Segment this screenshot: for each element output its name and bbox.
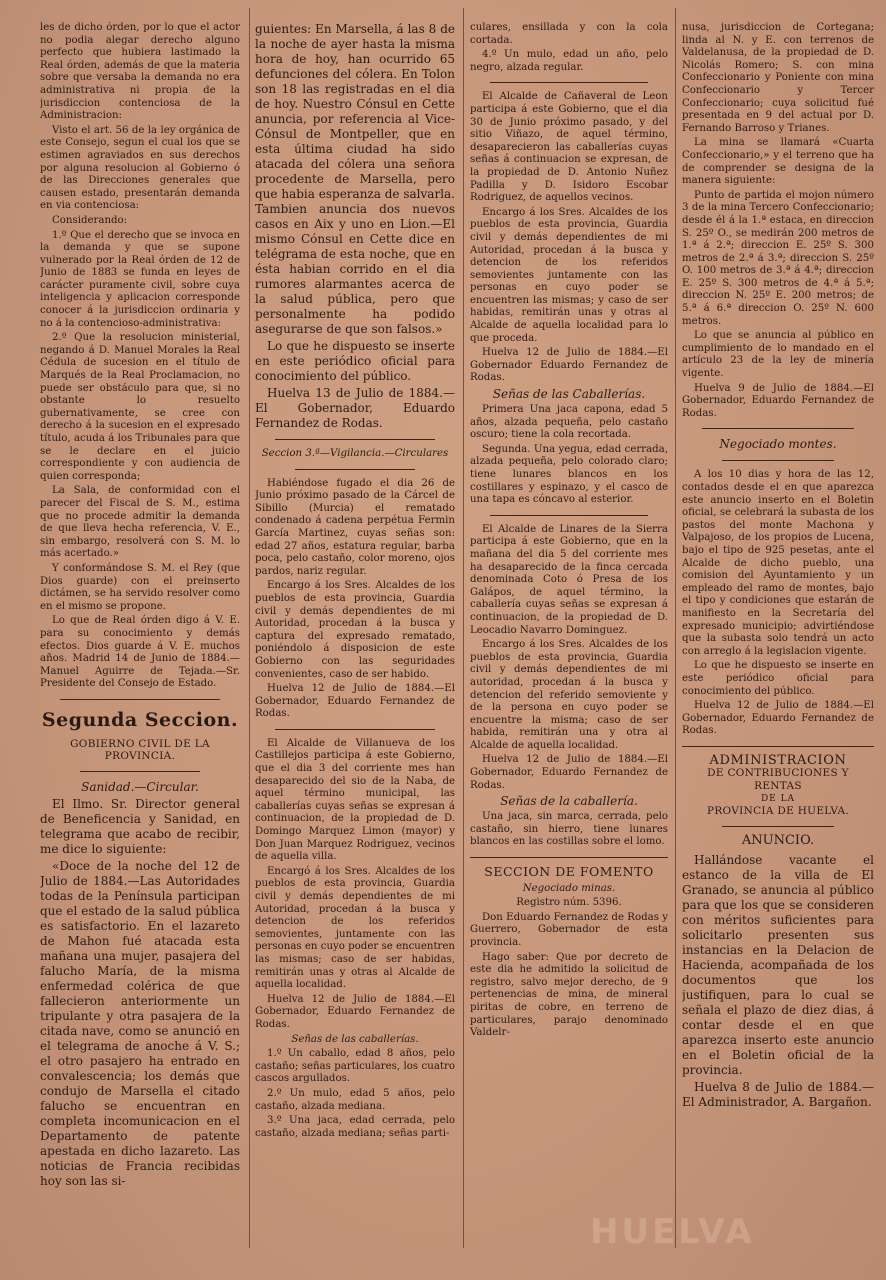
paragraph: Una jaca, sin marca, cerrada, pelo castaño, sin hierro, tiene lunares blancos en las costillas sobre el lomo. bbox=[470, 811, 668, 848]
subheading: Señas de las Caballerías. bbox=[492, 387, 646, 402]
paragraph: 2.º Que la resolucion ministerial, negando á D. Manuel Morales la Real Cédula de sucesion en el título de Marqués de la Real Proclamacion, no puede ser obstáculo para que, si no obstante lo resuelto gubernativamente, se cree con derecho á la sucesion en el expresado título, acuda á los Tribunales para que se le declare en el juicio correspondiente y con audiencia de quien corresponda; bbox=[40, 332, 240, 482]
column-1 bbox=[40, 22, 240, 1262]
divider bbox=[60, 699, 220, 700]
signature: Huelva 12 de Julio de 1884.—El Gobernador, Eduardo Fernandez de Rodas. bbox=[255, 993, 455, 1030]
paragraph: El Alcalde de Cañaveral de Leon participa á este Gobierno, que el dia 30 de Junio próximo pasado, y del sitio Viñazo, de aquel término, desaparecieron las caballerías cuyas señas á continuacion se expresan, de la propiedad de D. Antonio Nuñez Padilla y D. Isidoro Escobar Rodriguez, de aquellos vecinos. bbox=[470, 91, 668, 204]
paragraph: Hago saber: Que por decreto de este dia he admitido la solicitud de registro, salvo mejor derecho, de 9 pertenencias de mina, de mineral piritas de cobre, en terreno de particulares, parajo denominado Valdelr- bbox=[470, 951, 668, 1039]
divider bbox=[275, 439, 435, 440]
divider bbox=[275, 729, 435, 730]
paragraph: A los 10 dias y hora de las 12, contados desde el en que aparezca este anuncio inserto en el Boletin oficial, se celebrará la subasta de los pastos del monte Machona y Valpajoso, de los propios de Lucena, bajo el tipo de 925 pesetas, ante el Alcalde de dicho pueblo, una comision del Ayuntamiento y un empleado del ramo de montes, bajo el tipo y condiciones que estarán de manifiesto en la Secretaría del expresado municipio; advirtiéndose que la subasta solo tendrá un acto con arreglo á la legislacion vigente. bbox=[682, 469, 874, 657]
paragraph: Encargo á los Sres. Alcaldes de los pueblos de esta provincia, Guardia civil y demás dependientes de mi Autoridad, procedan á la busca y captura del expresado rematado, poniéndolo á disposicion de este Gobierno con las seguridades convenientes, caso de ser habido. bbox=[255, 580, 455, 680]
paragraph: Primera Una jaca capona, edad 5 años, alzada pequeña, pelo castaño oscuro; tiene la cola recortada. bbox=[470, 404, 668, 441]
paragraph: culares, ensillada y con la cola cortada. bbox=[470, 22, 668, 46]
paragraph: Visto el art. 56 de la ley orgánica de este Consejo, segun el cual los que se estimen agraviados en sus derechos por alguna resolucion al Gobierno ó de las Direcciones generales que causen estado, presentarán demanda en via contenciosa: bbox=[40, 124, 240, 212]
divider bbox=[490, 515, 648, 516]
divider bbox=[702, 428, 854, 429]
paragraph: 2.º Un mulo, edad 5 años, pelo castaño, alzada mediana. bbox=[255, 1087, 455, 1112]
paragraph: El Ilmo. Sr. Director general de Beneficencia y Sanidad, en telegrama que acabo de recibir, me dice lo siguiente: bbox=[40, 797, 240, 857]
paragraph: Y conformándose S. M. el Rey (que Dios guarde) con el preinserto dictámen, se ha servido resolver como en el mismo se propone. bbox=[40, 562, 240, 612]
divider bbox=[722, 826, 834, 827]
section-heading: DE LA bbox=[760, 793, 796, 804]
subheading: Señas de las caballerías. bbox=[291, 1033, 419, 1045]
paragraph: 3.º Una jaca, edad cerrada, pelo castaño, alzada mediana; señas parti- bbox=[255, 1115, 455, 1139]
paragraph: Encargo á los Sres. Alcaldes de los pueblos de esta provincia, Guardia civil y demás dependientes de mi autoridad, procedan á la busca y detencion del referido semoviente y de la persona en cuyo poder se encuentre la misma; caso de ser habida, remitirán una y otra al Alcalde de aquella localidad. bbox=[470, 639, 668, 751]
section-title: Segunda Seccion. bbox=[41, 708, 239, 731]
column-3 bbox=[470, 22, 668, 1262]
section-heading: PROVINCIA DE HUELVA. bbox=[706, 805, 850, 818]
paragraph: «Doce de la noche del 12 de Julio de 1884.—Las Autoridades todas de la Península participan que el estado de la salud pública es satisfactorio. En el lazareto de Mahon fué atacada esta mañana una mujer, pasajera del falucho María, de la misma enfermedad colérica de que fallecieron anteriormente un tripulante y otra pasajera de la citada nave, como se anunció en el telegrama de anoche á V. S.; el otro pasajero ha entrado en convalescencia; los demás que condujo de Marsella el citado falucho se encuentran en completa incomunicacion en el Departamento de patente apestada en dicho lazareto. Las noticias de Francia recibidas hoy son las si- bbox=[40, 859, 240, 1189]
signature: Huelva 12 de Julio de 1884.—El Gobernador, Eduardo Fernandez de Rodas. bbox=[255, 683, 455, 720]
paragraph: Encargo á los Sres. Alcaldes de los pueblos de esta provincia, Guardia civil y demás dependientes de mi Autoridad, procedan á la busca y detencion de los referidos semovientes juntamente con las personas en cuyo poder se encuentren las mismas; y caso de ser habidas, remitirán unas y otras al Alcalde de aquella localidad para lo que proceda. bbox=[470, 206, 668, 344]
paragraph: Habiéndose fugado el dia 26 de Junio próximo pasado de la Cárcel de Sibillo (Murcia) el rematado condenado á cadena perpétua Fermin García Martinez, cuyas señas son: edad 27 años, estatura regular, barba poca, pelo castaño, color moreno, ojos pardos, nariz regular. bbox=[255, 477, 455, 577]
paragraph: La mina se llamará «Cuarta Confeccionario,» y el terreno que ha de comprender se designa de la manera siguiente: bbox=[682, 137, 874, 187]
paragraph: Hallándose vacante el estanco de la villa de El Granado, se anuncia al público para que los que se consideren con méritos suficientes para solicitarlo presenten sus instancias en la Delacion de Hacienda, acompañada de los documentos que los justifiquen, para lo cual se señala el plazo de diez dias, á contar desde el en que aparezca inserto este anuncio en el Boletin oficial de la provincia. bbox=[682, 853, 874, 1078]
divider bbox=[80, 771, 200, 772]
paragraph: les de dicho órden, por lo que el actor no podia alegar derecho alguno perfecto que hubiera lastimado la Real órden, además de que la materia sobre que versaba la demanda no era administrativa ni propia de la jurisdiccion contenciosa de la Administracion: bbox=[40, 22, 240, 122]
signature: Huelva 12 de Julio de 1884.—El Gobernador, Eduardo Fernandez de Rodas. bbox=[682, 700, 874, 737]
paragraph: La Sala, de conformidad con el parecer del Fiscal de S. M., estima que no procede admitir la demanda de que lleva hecha referencia, V. E., sin embargo, resolverá con S. M. lo más acertado.» bbox=[40, 485, 240, 560]
watermark-text: HUELVA bbox=[590, 1212, 755, 1252]
registry-number: Registro núm. 5396. bbox=[516, 897, 622, 909]
paragraph: El Alcalde de Villanueva de los Castillejos participa á este Gobierno, que el dia 3 del corriente mes han desaparecido del sio de la Naba, de aquel término municipal, las caballerías cuyas señas se expresan á continuacion, de la propiedad de D. Domingo Marquez Limon (mayor) y Don Juan Marquez Rodriguez, vecinos de aquella villa. bbox=[255, 737, 455, 863]
divider bbox=[470, 857, 668, 858]
column-rule bbox=[249, 8, 250, 1248]
paragraph: 1.º Que el derecho que se invoca en la demanda y que se supone vulnerado por la Real órden de 12 de Junio de 1883 se funda en leyes de carácter puramente civil, sobre cuya inteligencia y aplicacion corresponde conocer á la jurisdiccion ordinaria y no á la contencioso-administrativa: bbox=[40, 229, 240, 329]
announcement-title: ANUNCIO. bbox=[741, 832, 815, 848]
signature: Huelva 9 de Julio de 1884.—El Gobernador, Eduardo Fernandez de Rodas. bbox=[682, 382, 874, 419]
column-2 bbox=[255, 22, 455, 1262]
paragraph: Segunda. Una yegua, edad cerrada, alzada pequeña, pelo colorado claro; tiene lunares blancos en los costillares y espinazo, y el casco de una tapa es cóncavo al esterior. bbox=[470, 443, 668, 506]
section-heading: DE CONTRIBUCIONES Y RENTAS bbox=[707, 767, 849, 793]
divider bbox=[490, 82, 648, 83]
divider bbox=[722, 460, 834, 461]
paragraph: Lo que he dispuesto se inserte en este periódico oficial para conocimiento del público. bbox=[682, 660, 874, 697]
subheading: Negociado minas. bbox=[522, 882, 616, 894]
column-4 bbox=[682, 22, 874, 1262]
paragraph: 1.º Un caballo, edad 8 años, pelo castaño; señas particulares, los cuatro cascos argullados. bbox=[255, 1048, 455, 1085]
subheading: Señas de la caballería. bbox=[500, 794, 638, 809]
paragraph: Lo que he dispuesto se inserte en este periódico oficial para conocimiento del público. bbox=[255, 339, 455, 383]
divider bbox=[682, 746, 874, 747]
paragraph: Considerando: bbox=[52, 214, 128, 226]
paragraph: Lo que se anuncia al público en cumplimiento de lo mandado en el artículo 23 de la ley de minería vigente. bbox=[682, 330, 874, 380]
subheading: Negociado montes. bbox=[719, 437, 837, 452]
paragraph: Lo que de Real órden digo á V. E. para su conocimiento y demás efectos. Dios guarde á V. E. muchos años. Madrid 14 de Junio de 1884.—Manuel Aguirre de Tejada.—Sr. Presidente del Consejo de Estado. bbox=[40, 615, 240, 690]
subheading: Seccion 3.ª—Vigilancia.—Circulares bbox=[261, 448, 449, 459]
column-rule bbox=[675, 8, 676, 1248]
subheading: Sanidad.—Circular. bbox=[81, 780, 199, 795]
paragraph: guientes: En Marsella, á las 8 de la noche de ayer hasta la misma hora de hoy, han ocurrido 65 defunciones del cólera. En Tolon son 18 las registradas en el dia de hoy. Nuestro Cónsul en Cette anuncia, por referencia al Vice-Cónsul de Montpeller, que en esta última ciudad ha sido atacada del cólera una señora procedente de Marsella, pero que habia esperanza de salvarla. Tambien anuncia dos nuevos casos en Aix y uno en Lion.—El mismo Cónsul en Cette dice en telégrama de esta noche, que en ésta habian corrido en el dia rumores alarmantes acerca de la salud pública, pero que personalmente ha podido asegurarse de que son falsos.» bbox=[255, 22, 455, 336]
signature: Huelva 12 de Julio de 1884.—El Gobernador Eduardo Fernandez de Rodas. bbox=[470, 347, 668, 384]
column-rule bbox=[463, 8, 464, 1248]
paragraph: El Alcalde de Linares de la Sierra participa á este Gobierno, que en la mañana del dia 5 del corriente mes ha desaparecido de la finca cercada denominada Coto ó Presa de los Galápos, de aquel término, la caballería cuyas señas se expresan á continuacion, de la propiedad de D. Leocadio Navarro Dominguez. bbox=[470, 523, 668, 636]
signature: Huelva 13 de Julio de 1884.—El Gobernador, Eduardo Fernandez de Rodas. bbox=[255, 386, 455, 430]
signature: Huelva 12 de Julio de 1884.—El Gobernador, Eduardo Fernandez de Rodas. bbox=[470, 754, 668, 791]
paragraph: Encargó á los Sres. Alcaldes de los pueblos de esta provincia, Guardia civil y demás dependientes de mi Autoridad, procedan á la busca y detencion de los referidos semovientes, juntamente con las personas en cuyo poder se encuentren las mismas; caso de ser habidas, remitirán unas y otras al Alcalde de aquella localidad. bbox=[255, 865, 455, 991]
signature: Huelva 8 de Julio de 1884.—El Administrador, A. Bargañon. bbox=[682, 1080, 874, 1110]
paragraph: 4.º Un mulo, edad un año, pelo negro, alzada regular. bbox=[470, 49, 668, 73]
section-heading: ADMINISTRACION bbox=[709, 752, 847, 768]
paragraph: Don Eduardo Fernandez de Rodas y Guerrero, Gobernador de esta provincia. bbox=[470, 911, 668, 948]
paragraph: nusa, jurisdiccion de Cortegana; linda al N. y E. con terrenos de Valdelanusa, de la propiedad de D. Nicolás Romero; S. con mina Confeccionario y Poniente con mina Confeccionario y Tercer Confeccionario; cuya solicitud fué presentada en 9 del actual por D. Fernando Barroso y Trianes. bbox=[682, 22, 874, 134]
department-heading: GOBIERNO CIVIL DE LA PROVINCIA. bbox=[70, 737, 210, 763]
paragraph: Punto de partida el mojon número 3 de la mina Tercero Confeccionario; desde él á la 1.ª estaca, en direccion S. 25º O., se medirán 200 metros de 1.ª á 2.ª; direccion E. 25º S. 300 metros de 2.ª á 3.ª; direccion S. 25º O. 100 metros de 3.ª á 4.ª; direccion E. 25º S. 300 metros de 4.ª á 5.ª; direccion N. 25º E. 200 metros; de 5.ª á 6.ª direccion O. 25º N. 600 metros. bbox=[682, 189, 874, 327]
section-heading: SECCION DE FOMENTO bbox=[484, 864, 654, 880]
divider bbox=[295, 469, 415, 470]
